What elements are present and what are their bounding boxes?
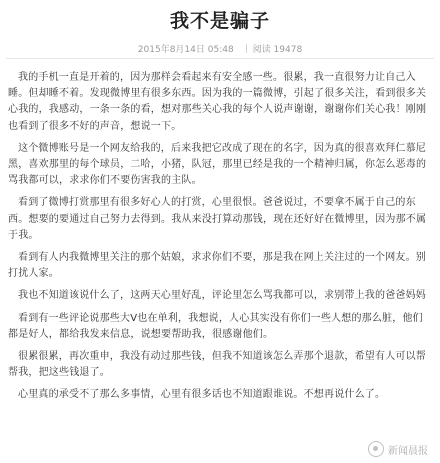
paragraph: 我也不知道该说什么了，这两天心里好乱，评论里怎么骂我都可以，求别带上我的爸爸妈妈 bbox=[18, 290, 426, 302]
paragraph: 这个微博账号是一个网友给我的，后来我把它改成了现在的名字，因为真的很喜欢拜仁慕尼黑，喜欢那里的每个球员，二哈，小猪，队冠，那里已经是我的一个精神归属，你怎么恶毒的骂我都可以，求求你们不要伤害我的主队。 bbox=[8, 142, 427, 187]
publish-date: 2015年8月14日 05:48 bbox=[137, 45, 234, 55]
article-body bbox=[8, 70, 432, 410]
paragraph: 很累很累，再次重申，我没有动过那些钱，但我不知道该怎么弄那个退款，希望有人可以帮帮我，把这些钱退了。 bbox=[8, 351, 426, 379]
news-logo-icon bbox=[368, 441, 384, 457]
paragraph: 看到有一些评论说那些大V也在单利，我想说，人心其实没有你们一些人想的那么脏，他们都是好人，都给我发来信息，说想要帮助我，很感谢他们。 bbox=[8, 312, 423, 340]
paragraph: 看到有人内我微博里关注的那个姑娘，求求你们不要，那是我在网上关注过的一个网友。别打扰人家。 bbox=[8, 252, 426, 280]
paragraph: 看到了微博打赏那里有很多好心人的打赏，心里很恨。爸爸说过，不要拿不属于自己的东西。想要的要通过自己努力去得到。我从来没打算动那钱，现在还好好在微博里，因为那不属于我。 bbox=[8, 197, 427, 241]
meta-divider bbox=[246, 44, 247, 53]
paragraph: 心里真的承受不了那么多事情，心里有很多话也不知道跟谁说。不想再说什么了。 bbox=[18, 389, 386, 401]
read-count: 阅读 19478 bbox=[252, 45, 303, 55]
watermark bbox=[368, 441, 428, 457]
article-meta bbox=[0, 42, 440, 55]
paragraph: 我的手机一直是开着的，因为那样会看起来有安全感一些。很累，我一直很努力让自己入睡。但却睡不着。发现微博里有很多东西。因为我的一篇微博，引起了很多关注，看到很多关心我的，我感动，一条一条的看，想对那些关心我的每个人说声谢谢，谢谢你们关心我！刚刚也看到了很多不好的声音，想说一下。 bbox=[8, 72, 427, 132]
watermark-text: 新闻晨报 bbox=[388, 445, 428, 457]
header-divider bbox=[6, 58, 434, 59]
page-title: 我不是骗子 bbox=[169, 10, 270, 32]
